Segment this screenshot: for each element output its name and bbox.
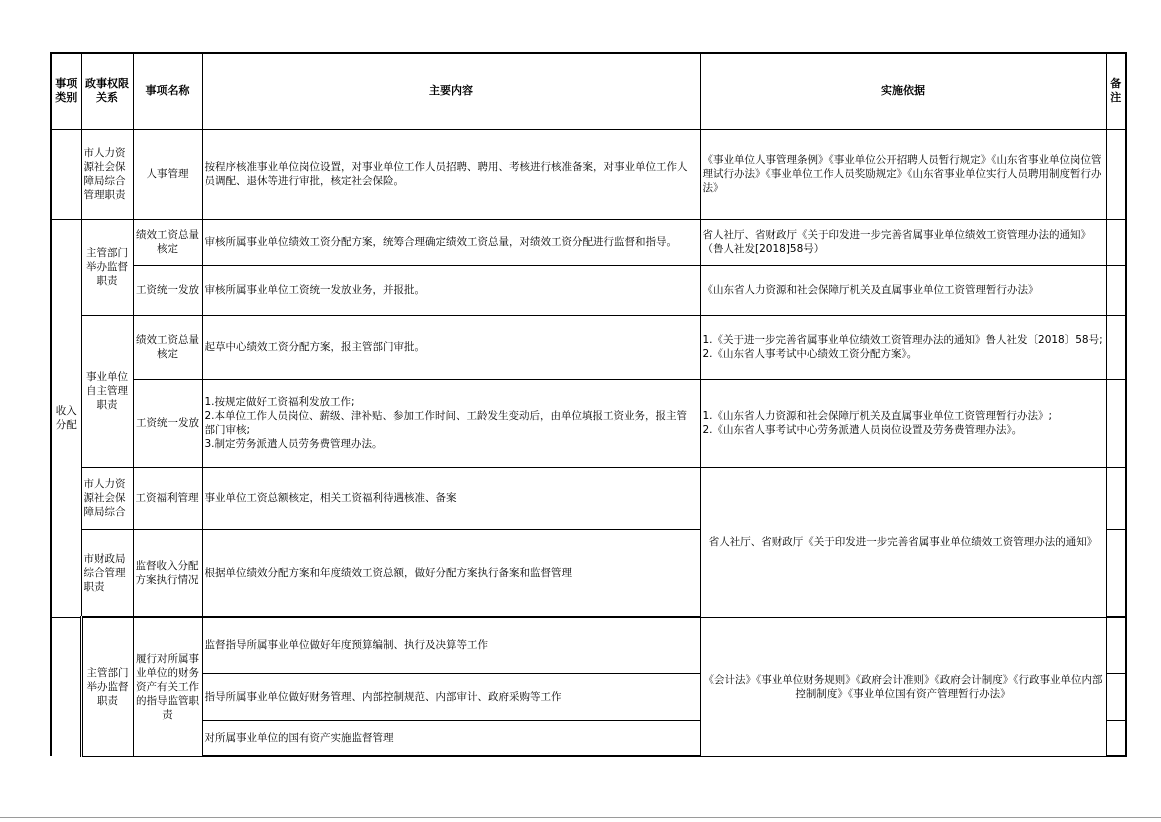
item-name-cell: 工资福利管理 — [133, 467, 202, 529]
content-cell: 审核所属事业单位工资统一发放业务，并报批。 — [202, 265, 700, 315]
remark-cell — [1106, 467, 1126, 529]
table-row — [51, 219, 1126, 265]
content-cell: 监督指导所属事业单位做好年度预算编制、执行及决算等工作 — [202, 617, 700, 673]
content-cell: 事业单位工资总额核定，相关工资福利待遇核准、备案 — [202, 467, 700, 529]
content-cell: 根据单位绩效分配方案和年度绩效工资总额，做好分配方案执行备案和监督管理 — [202, 529, 700, 617]
content-cell: 1.按规定做好工资福利发放工作; 2.本单位工作人员岗位、薪级、津补贴、参加工作时间、工龄发生变动后，由单位填报工资业务，报主管部门审核; 3.制定劳务派遣人员劳务费管理办法。 — [202, 379, 700, 467]
header-relation: 政事权限关系 — [81, 53, 133, 129]
item-name-cell: 绩效工资总量核定 — [133, 315, 202, 379]
item-name-cell: 人事管理 — [133, 129, 202, 219]
category-cell: 收入分配 — [51, 219, 81, 617]
item-name-cell: 履行对所属事业单位的财务资产有关工作的指导监管职责 — [133, 617, 202, 756]
relation-cell: 事业单位自主管理职责 — [81, 315, 133, 467]
relation-cell: 主管部门举办监督职责 — [81, 617, 133, 756]
table-row — [51, 379, 1126, 467]
remark-cell — [1106, 673, 1126, 720]
table-row — [51, 315, 1126, 379]
remark-cell — [1106, 219, 1126, 265]
remark-cell — [1106, 617, 1126, 673]
table-row — [51, 129, 1126, 219]
relation-cell: 市人力资源社会保障局综合管理职责 — [81, 129, 133, 219]
responsibility-table — [50, 52, 1127, 757]
relation-cell: 市人力资源社会保障局综合 — [81, 467, 133, 529]
remark-cell — [1106, 720, 1126, 756]
content-cell: 起草中心绩效工资分配方案，报主管部门审批。 — [202, 315, 700, 379]
table-row — [51, 617, 1126, 673]
content-cell: 按程序核准事业单位岗位设置，对事业单位工作人员招聘、聘用、考核进行核准备案，对事业单位工作人员调配、退休等进行审批，核定社会保险。 — [202, 129, 700, 219]
basis-cell: 省人社厅、省财政厅《关于印发进一步完善省属事业单位绩效工资管理办法的通知》（鲁人社发[2018]58号） — [700, 219, 1106, 265]
header-category: 事项类别 — [51, 53, 81, 129]
relation-cell: 主管部门举办监督职责 — [81, 219, 133, 315]
item-name-cell: 监督收入分配方案执行情况 — [133, 529, 202, 617]
content-cell: 指导所属事业单位做好财务管理、内部控制规范、内部审计、政府采购等工作 — [202, 673, 700, 720]
header-basis: 实施依据 — [700, 53, 1106, 129]
remark-cell — [1106, 315, 1126, 379]
remark-cell — [1106, 529, 1126, 617]
header-content: 主要内容 — [202, 53, 700, 129]
table-row — [51, 265, 1126, 315]
basis-cell: 《会计法》《事业单位财务规则》《政府会计准则》《政府会计制度》《行政事业单位内部控制制度》《事业单位国有资产管理暂行办法》 — [700, 617, 1106, 756]
table-row — [51, 467, 1126, 529]
basis-cell: 省人社厅、省财政厅《关于印发进一步完善省属事业单位绩效工资管理办法的通知》 — [700, 467, 1106, 617]
remark-cell — [1106, 379, 1126, 467]
basis-cell: 1.《关于进一步完善省属事业单位绩效工资管理办法的通知》鲁人社发〔2018〕58号; 2.《山东省人事考试中心绩效工资分配方案》。 — [700, 315, 1106, 379]
basis-cell: 1.《山东省人力资源和社会保障厅机关及直属事业单位工资管理暂行办法》; 2.《山东省人事考试中心劳务派遣人员岗位设置及劳务费管理办法》。 — [700, 379, 1106, 467]
item-name-cell: 工资统一发放 — [133, 265, 202, 315]
content-cell: 对所属事业单位的国有资产实施监督管理 — [202, 720, 700, 756]
relation-cell: 市财政局综合管理职责 — [81, 529, 133, 617]
basis-cell: 《山东省人力资源和社会保障厅机关及直属事业单位工资管理暂行办法》 — [700, 265, 1106, 315]
category-cell-empty — [51, 617, 81, 756]
item-name-cell: 绩效工资总量核定 — [133, 219, 202, 265]
basis-cell: 《事业单位人事管理条例》《事业单位公开招聘人员暂行规定》《山东省事业单位岗位管理试行办法》《事业单位工作人员奖励规定》《山东省事业单位实行人员聘用制度暂行办法》 — [700, 129, 1106, 219]
page-bottom-divider — [0, 817, 1161, 818]
remark-cell — [1106, 265, 1126, 315]
header-item-name: 事项名称 — [133, 53, 202, 129]
item-name-cell: 工资统一发放 — [133, 379, 202, 467]
content-cell: 审核所属事业单位绩效工资分配方案，统筹合理确定绩效工资总量，对绩效工资分配进行监督和指导。 — [202, 219, 700, 265]
remark-cell — [1106, 129, 1126, 219]
header-row — [51, 53, 1126, 129]
category-cell-empty — [51, 129, 81, 219]
header-remark: 备注 — [1106, 53, 1126, 129]
